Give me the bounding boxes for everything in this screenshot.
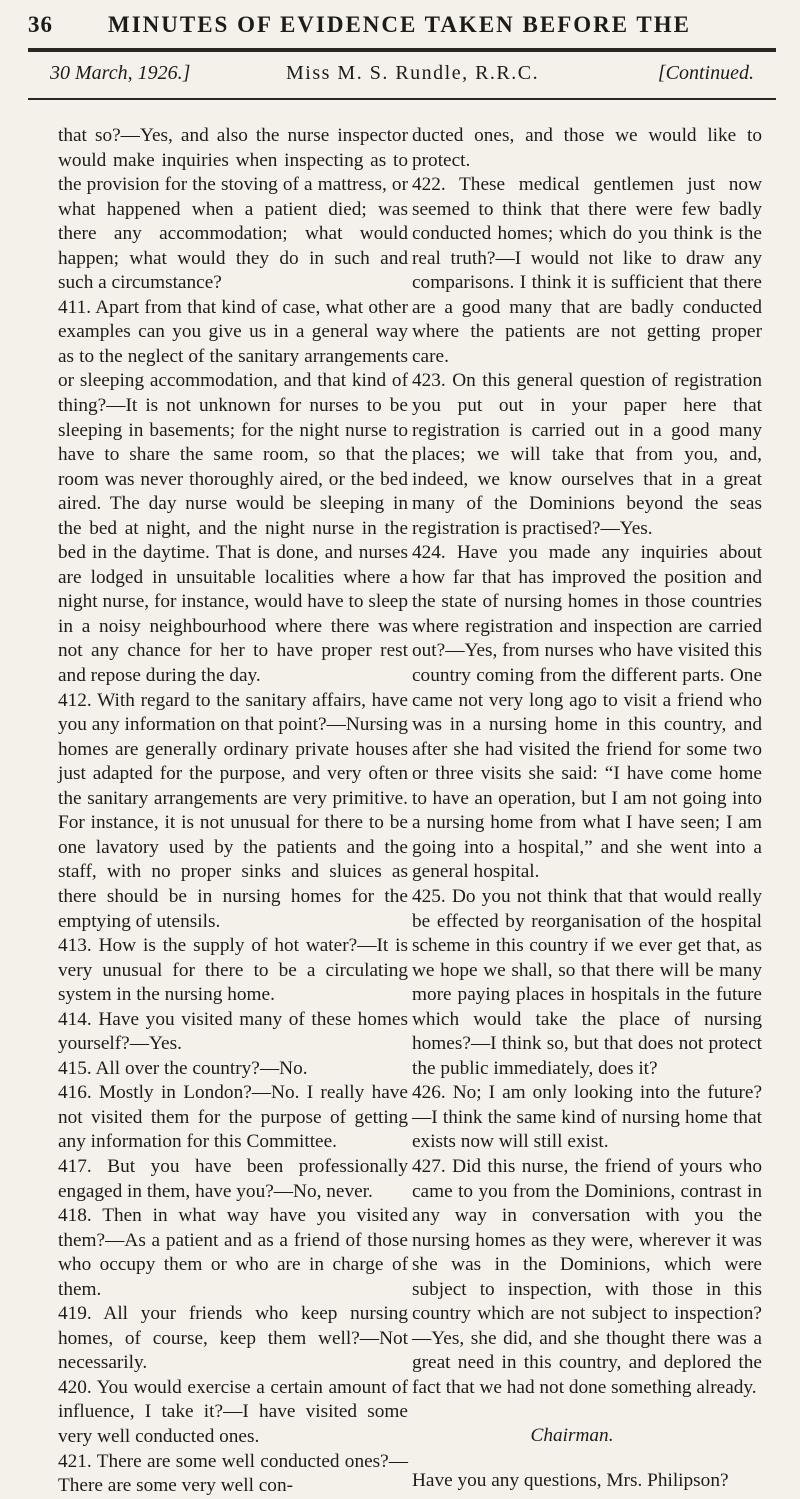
paragraph: 422. These medical gentlemen just now seemed to think that there were few badly conducted homes; which do you think is the real truth?—I would not like to draw any comparisons. I think it is sufficient that there are a good many that are badly conducted where the patients are not getting proper care. bbox=[412, 174, 762, 367]
paragraph: ducted ones, and those we would like to protect. bbox=[412, 125, 762, 171]
paragraph: 419. All your friends who keep nursing homes, of course, keep them well?—Not necessarily. bbox=[58, 1303, 408, 1374]
subheader-rule bbox=[28, 98, 776, 100]
paragraph: 417. But you have been professionally engaged in them, have you?—No, never. bbox=[58, 1155, 408, 1202]
paragraph: 411. Apart from that kind of case, what other examples can you give us in a general way as to the neglect of the sanitary arrangements or sleeping accommodation, and that kind of thing?—It is not unknown for nurses to be sleeping in basements; for the night nurse to have to share the same room, so that the room was never thoroughly aired, or the bed aired. The day nurse would be sleeping in the bed at night, and the night nurse in the bed in the daytime. That is done, and nurses are lodged in unsuitable localities where a night nurse, for instance, would have to sleep in a noisy neighbourhood where there was not any chance for her to have proper rest and repose during the day. bbox=[58, 296, 408, 687]
right-column bbox=[412, 124, 762, 1494]
left-column bbox=[58, 124, 408, 1499]
paragraph: 413. How is the supply of hot water?—It is very unusual for there to be a circulating system in the nursing home. bbox=[58, 935, 408, 1006]
paragraph: 427. Did this nurse, the friend of yours who came to you from the Dominions, contrast in any way in conversation with you the nursing homes as they were, wherever it was she was in the Dominions, which were subject to inspection, with those in this country which are not subject to inspection?—Yes, she did, and she thought there was a great need in this country, and deplored the fact that we had not done something already. bbox=[412, 1155, 762, 1398]
paragraph: 416. Mostly in London?—No. I really have not visited them for the purpose of getting any information for this Committee. bbox=[58, 1082, 408, 1153]
paragraph: 418. Then in what way have you visited them?—As a patient and as a friend of those who occupy them or who are in charge of them. bbox=[58, 1205, 408, 1300]
running-head: MINUTES OF EVIDENCE TAKEN BEFORE THE bbox=[108, 12, 691, 37]
paragraph: 415. All over the country?—No. bbox=[58, 1057, 308, 1079]
sub-header bbox=[28, 58, 776, 92]
paragraph: 421. There are some well conducted ones?—There are some very well con- bbox=[58, 1450, 408, 1497]
paragraph: 414. Have you visited many of these homes yourself?—Yes. bbox=[58, 1008, 408, 1055]
paragraph: 424. Have you made any inquiries about how far that has improved the position and the state of nursing homes in those countries where registration and inspection are carried out?—Yes, from nurses who have visited this country coming from the different parts. One came not very long ago to visit a friend who was in a nursing home in this country, and after she had visited the friend for some two or three visits she said: “I have come home to have an operation, but I am not going into a nursing home from what I have seen; I am going into a hospital,” and she went into a general hospital. bbox=[412, 542, 762, 883]
header-rule bbox=[28, 48, 776, 52]
witness-name: Miss M. S. Rundle, R.R.C. bbox=[286, 62, 540, 84]
continued-label: [Continued. bbox=[657, 62, 754, 84]
paragraph: 425. Do you not think that that would really be effected by reorganisation of the hospital scheme in this country if we ever get that, as we hope we shall, so that there will be many more paying places in hospitals in the future which would take the place of nursing homes?—I think so, but that does not protect the public immediately, does it? bbox=[412, 885, 762, 1079]
paragraph: that so?—Yes, and also the nurse inspector would make inquiries when inspecting as to the provision for the stoving of a mattress, or what happened when a patient died; was there any accommodation; what would happen; what would they do in such and such a circumstance? bbox=[58, 125, 408, 294]
chairman-heading: Chairman. bbox=[530, 1425, 614, 1447]
paragraph: 412. With regard to the sanitary affairs, have you any information on that point?—Nursing homes are generally ordinary private houses just adapted for the purpose, and very often the sanitary arrangements are very primitive. For instance, it is not unusual for there to be one lavatory used by the patients and the staff, with no proper sinks and sluices as there should be in nursing homes for the emptying of utensils. bbox=[58, 689, 408, 932]
paragraph: 426. No; I am only looking into the future?—I think the same kind of nursing home that exists now will still exist. bbox=[412, 1082, 762, 1153]
final-question: Have you any questions, Mrs. Philipson? bbox=[412, 1469, 729, 1491]
page-number: 36 bbox=[28, 12, 53, 37]
paragraph: 423. On this general question of registration you put out in your paper here that registration is carried out in a good many places; we will take that from you, and, indeed, we know ourselves that in a great many of the Dominions beyond the seas registration is practised?—Yes. bbox=[412, 370, 762, 539]
sitting-date: 30 March, 1926.] bbox=[50, 62, 191, 84]
paragraph: 420. You would exercise a certain amount of influence, I take it?—I have visited some very well conducted ones. bbox=[58, 1376, 408, 1447]
page-header bbox=[28, 6, 778, 46]
